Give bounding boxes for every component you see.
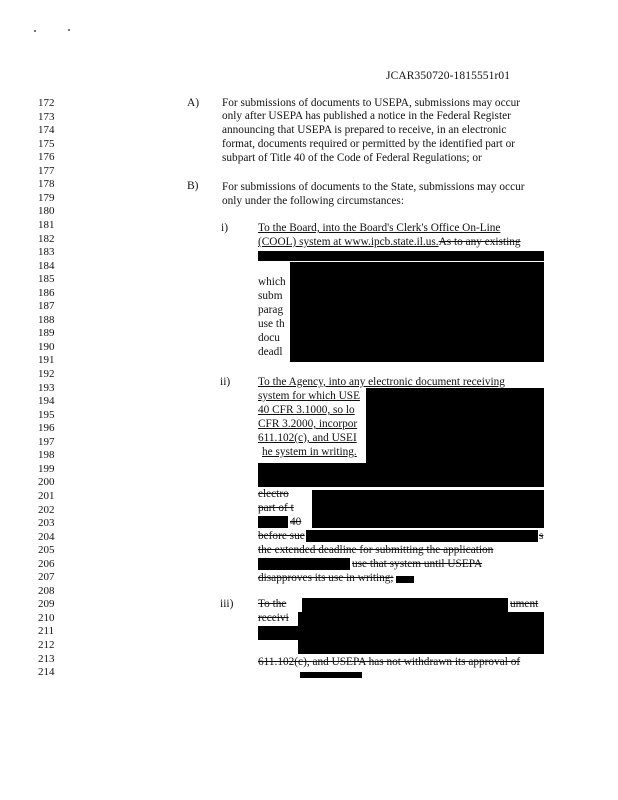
line-number: 175 (38, 137, 55, 150)
item-ii-line-13-end: use that system until USEPA (352, 558, 483, 570)
line-number: 189 (38, 327, 55, 340)
line-number: 174 (38, 124, 55, 137)
line-number: 179 (38, 191, 55, 204)
section-a-line-1: For submissions of documents to USEPA, submissions may occur (222, 97, 521, 109)
item-ii-line-5: 611.102(c), and USEI (258, 432, 357, 444)
line-number: 192 (38, 368, 55, 380)
item-iii-line-1-end: ument (510, 598, 539, 610)
redaction-block (302, 598, 508, 612)
item-i-partial-4: use th (258, 318, 285, 330)
item-iii-marker: iii) (220, 598, 234, 610)
line-number: 198 (38, 449, 55, 462)
section-b-line-1: For submissions of documents to the State, submissions may occur (222, 181, 525, 193)
redaction-block (366, 388, 544, 464)
section-b-marker: B) (187, 180, 199, 192)
line-number: 194 (38, 395, 55, 408)
item-i-partial-3: parag (258, 304, 284, 316)
item-i-marker: i) (221, 222, 229, 234)
section-a-line-2: only after USEPA has published a notice in the Federal Register (222, 110, 511, 122)
line-number: 205 (38, 544, 55, 557)
line-number: 201 (38, 489, 55, 502)
line-number: 191 (38, 354, 55, 367)
line-number: 186 (38, 286, 55, 299)
redaction-block (258, 558, 350, 570)
item-i-line-2 (258, 236, 521, 249)
line-number: 202 (38, 503, 55, 516)
line-number: 196 (38, 422, 55, 435)
redaction-block (258, 251, 544, 261)
redaction-block (258, 463, 544, 487)
item-i-line-2-struck: As to any existing (438, 236, 521, 248)
line-number: 190 (38, 340, 55, 353)
section-a-line-3: announcing that USEPA is prepared to receive, in an electronic (222, 124, 507, 136)
line-number: 199 (38, 462, 55, 475)
line-number: 204 (38, 530, 55, 543)
line-number: 212 (38, 639, 55, 651)
item-ii-line-11-end: s (539, 530, 544, 542)
item-ii-partial-1: electro (258, 488, 289, 500)
document-id: JCAR350720-1815551r01 (386, 70, 511, 82)
line-number: 177 (38, 164, 55, 177)
line-number: 197 (38, 435, 55, 448)
line-number: 183 (38, 246, 55, 259)
item-i-partial-6: deadl (258, 346, 283, 358)
line-number: 185 (38, 273, 55, 286)
item-ii-line-12: the extended deadline for submitting the application (258, 544, 494, 556)
line-number: 203 (38, 517, 55, 530)
item-ii-partial-3: 40 (290, 516, 302, 528)
item-i-partial-2: subm (258, 290, 283, 302)
item-ii-line-3: 40 CFR 3.1000, so lo (258, 404, 355, 416)
redaction-block (258, 626, 298, 640)
line-number: 200 (38, 476, 55, 489)
redaction-block (258, 516, 288, 528)
item-ii-line-1: To the Agency, into any electronic document receiving (258, 376, 505, 388)
line-number: 193 (38, 381, 55, 394)
line-number: 178 (38, 178, 55, 191)
line-number: 187 (38, 300, 55, 313)
line-number: 209 (38, 598, 55, 611)
redaction-block (300, 672, 362, 678)
item-ii-line-2: system for which USE (258, 390, 360, 402)
line-number: 195 (38, 408, 55, 421)
item-ii-partial-2: part of t (258, 502, 294, 514)
line-number: 214 (38, 666, 55, 679)
line-number: 208 (38, 584, 55, 597)
item-iii-line-2: receivi (258, 612, 289, 624)
scan-speck (34, 30, 36, 32)
line-number: 173 (38, 110, 55, 123)
line-number: 176 (38, 151, 55, 164)
item-i-line-2-underlined: (COOL) system at www.ipcb.state.il.us. (258, 236, 439, 248)
item-iii-line-5: 611.102(c), and USEPA has not withdrawn its approval of (258, 656, 521, 668)
section-a-line-4: format, documents required or permitted by the identified part or (222, 138, 515, 150)
item-i-partial-5: docu (258, 332, 280, 344)
section-b-line-2: only under the following circumstances: (222, 195, 404, 207)
section-a-line-5: subpart of Title 40 of the Code of Federal Regulations; or (222, 152, 482, 164)
line-number: 188 (38, 313, 55, 326)
line-number: 180 (38, 205, 55, 218)
line-number: 184 (38, 259, 55, 272)
section-a-marker: A) (187, 97, 200, 109)
item-ii-line-14: disapproves its use in writing; (258, 572, 394, 584)
line-number: 213 (38, 652, 55, 665)
item-ii-marker: ii) (220, 376, 231, 388)
item-i-partial-1: which (258, 276, 286, 288)
line-number: 210 (38, 611, 55, 624)
item-ii-line-4: CFR 3.2000, incorpor (258, 418, 358, 430)
line-number: 181 (38, 218, 55, 231)
item-ii-line-6: he system in writing. (262, 446, 357, 458)
redaction-block (396, 576, 414, 583)
redaction-block (298, 612, 544, 654)
redaction-block (290, 262, 544, 362)
item-ii-partial-4: before sue (258, 530, 305, 542)
line-number: 211 (38, 625, 55, 638)
line-number: 206 (38, 557, 55, 570)
line-number: 207 (38, 571, 55, 584)
scan-speck (68, 29, 70, 31)
redaction-block (312, 490, 544, 528)
line-number: 172 (38, 97, 55, 109)
item-iii-line-1-start: To the (258, 598, 287, 610)
redaction-block (306, 530, 538, 542)
item-i-line-1: To the Board, into the Board's Clerk's Office On-Line (258, 222, 501, 234)
line-number: 182 (38, 232, 55, 245)
